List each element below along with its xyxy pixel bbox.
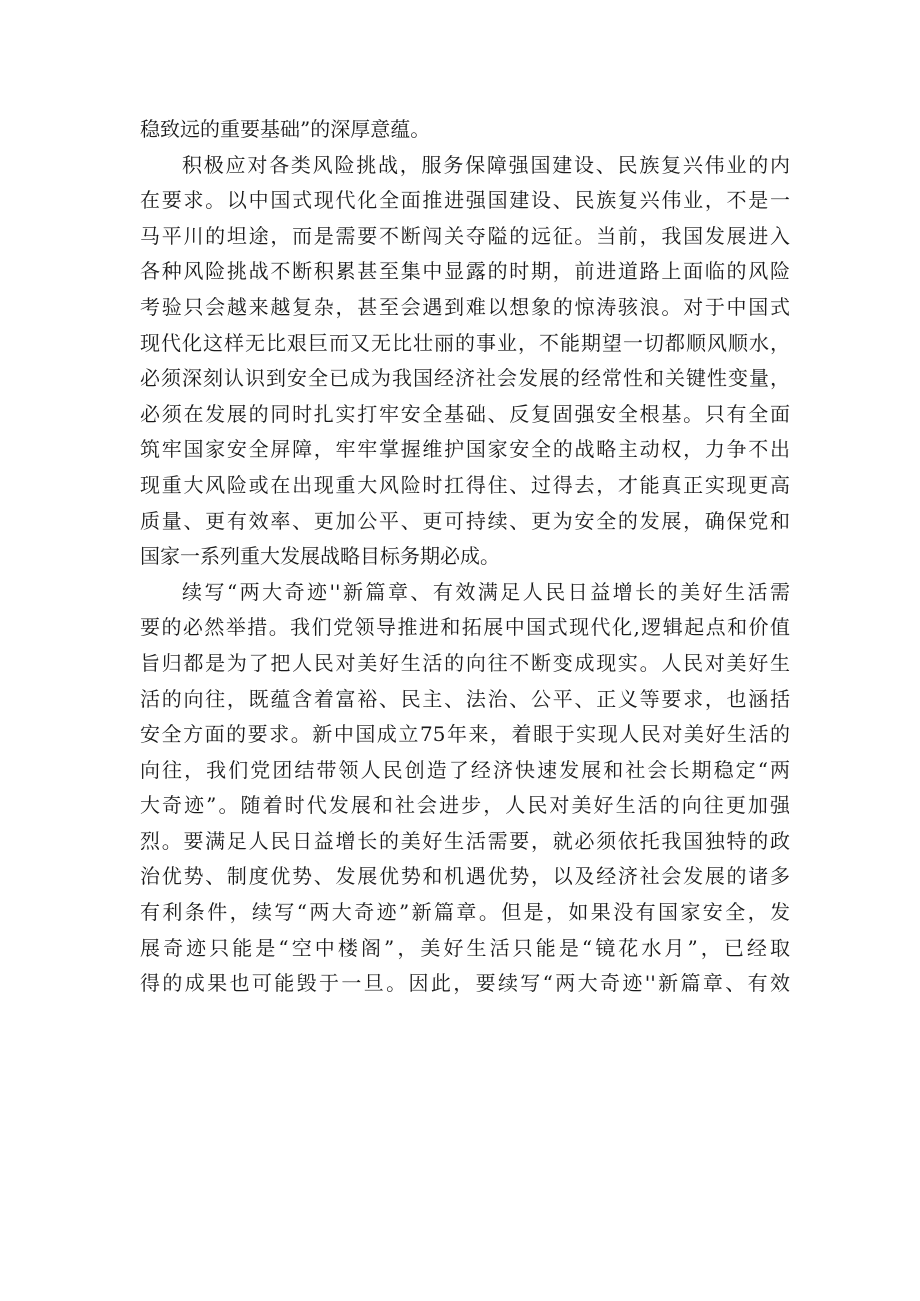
paragraph-line: 在要求。以中国式现代化全面推进强国建设、民族复兴伟业，不是一	[140, 188, 790, 213]
paragraph-line: 国家一系列重大发展战略目标务期必成。	[140, 544, 500, 569]
paragraph-line: 活的向往，既蕴含着富裕、民主、法治、公平、正义等要求，也涵括	[140, 686, 790, 711]
paragraph-line: 稳致远的重要基础”的深厚意蕴。	[140, 117, 431, 141]
paragraph-line: 现代化这样无比艰巨而又无比壮丽的事业，不能期望一切都顺风顺水，	[140, 330, 790, 355]
paragraph-line: 烈。要满足人民日益增长的美好生活需要，就必须依托我国独特的政	[140, 828, 790, 853]
paragraph-line: 马平川的坦途，而是需要不断闯关夺隘的远征。当前，我国发展进入	[140, 223, 790, 248]
paragraph-line: 得的成果也可能毁于一旦。因此，要续写“两大奇迹''新篇章、有效	[140, 971, 790, 996]
paragraph-line: 续写“两大奇迹''新篇章、有效满足人民日益增长的美好生活需	[182, 579, 790, 604]
paragraph-line: 大奇迹”。随着时代发展和社会进步，人民对美好生活的向往更加强	[140, 793, 790, 818]
paragraph-line: 治优势、制度优势、发展优势和机遇优势，以及经济社会发展的诸多	[140, 864, 790, 889]
paragraph-line: 筑牢国家安全屏障，牢牢掌握维护国家安全的战略主动权，力争不出	[140, 437, 790, 462]
paragraph-line: 要的必然举措。我们党领导推进和拓展中国式现代化,逻辑起点和价值	[140, 615, 790, 640]
paragraph-line: 积极应对各类风险挑战，服务保障强国建设、民族复兴伟业的内	[182, 152, 790, 177]
paragraph-line: 各种风险挑战不断积累甚至集中显露的时期，前进道路上面临的风险	[140, 259, 790, 284]
paragraph-line: 考验只会越来越复杂，甚至会遇到难以想象的惊涛骇浪。对于中国式	[140, 294, 790, 319]
paragraph-line: 必须在发展的同时扎实打牢安全基础、反复固强安全根基。只有全面	[140, 401, 790, 426]
paragraph-line: 安全方面的要求。新中国成立75年来，着眼于实现人民对美好生活的	[140, 722, 790, 747]
document-body	[140, 112, 790, 1002]
paragraph-line: 有利条件，续写“两大奇迹”新篇章。但是，如果没有国家安全，发	[140, 900, 790, 925]
paragraph-line: 旨归都是为了把人民对美好生活的向往不断变成现实。人民对美好生	[140, 650, 790, 675]
paragraph-line: 质量、更有效率、更加公平、更可持续、更为安全的发展，确保党和	[140, 508, 790, 533]
paragraph-line: 必须深刻认识到安全已成为我国经济社会发展的经常性和关键性变量，	[140, 366, 790, 391]
paragraph-line: 向往，我们党团结带领人民创造了经济快速发展和社会长期稳定“两	[140, 757, 790, 782]
paragraph-line: 展奇迹只能是“空中楼阁”，美好生活只能是“镜花水月”，已经取	[140, 935, 790, 960]
paragraph-line: 现重大风险或在出现重大风险时扛得住、过得去，才能真正实现更高	[140, 472, 790, 497]
